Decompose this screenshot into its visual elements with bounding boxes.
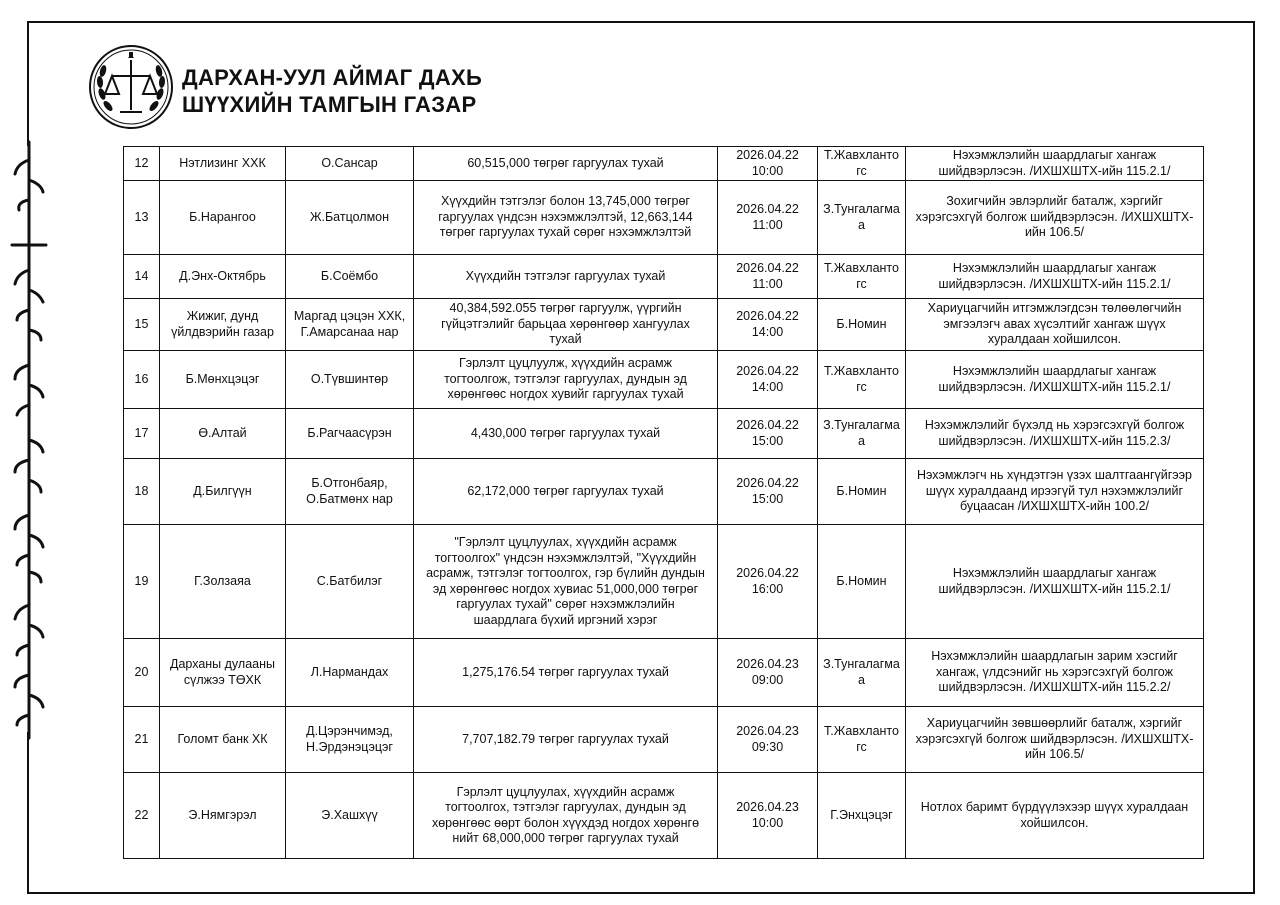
cell-plaintiff: Д.Энх-Октябрь <box>160 255 286 299</box>
cell-claim: 40,384,592.055 төгрөг гаргуулж, үүргийн гүйцэтгэлийг барьцаа хөрөнгөөр хангуулах тухай <box>414 299 718 351</box>
cell-defendant: О.Сансар <box>286 147 414 181</box>
page-frame-left-bottom <box>27 732 29 894</box>
cell-case-number: 12 <box>124 147 160 181</box>
cell-judge: Б.Номин <box>818 459 906 525</box>
cell-result: Нэхэмжлэлийн шаардлагын зарим хэсгийг хангаж, үлдсэнийг нь хэрэгсэхгүй болгож шийдвэрлэсэн. /ИХШХШТХ-ийн 115.2.2/ <box>906 639 1204 707</box>
cell-claim: 60,515,000 төгрөг гаргуулах тухай <box>414 147 718 181</box>
table-row <box>124 299 1204 351</box>
cell-plaintiff: Жижиг, дунд үйлдвэрийн газар <box>160 299 286 351</box>
cell-hearing-datetime: 2026.04.22 14:00 <box>718 299 818 351</box>
page-frame-bottom <box>27 892 1255 894</box>
cell-result: Нотлох баримт бүрдүүлэхээр шүүх хуралдаан хойшилсон. <box>906 773 1204 859</box>
page-frame-top <box>27 21 1255 23</box>
table-row <box>124 409 1204 459</box>
cell-plaintiff: Нэтлизинг ХХК <box>160 147 286 181</box>
table-row <box>124 147 1204 181</box>
table-row <box>124 773 1204 859</box>
cell-claim: Хүүхдийн тэтгэлэг болон 13,745,000 төгрөг гаргуулах үндсэн нэхэмжлэлтэй, 12,663,144 төгрөг гаргуулах тухай сөрөг нэхэмжлэлтэй <box>414 181 718 255</box>
cell-case-number: 19 <box>124 525 160 639</box>
table-row <box>124 525 1204 639</box>
cell-judge: Б.Номин <box>818 525 906 639</box>
cell-plaintiff: Б.Нарангоо <box>160 181 286 255</box>
table-row <box>124 639 1204 707</box>
table-row <box>124 255 1204 299</box>
cell-case-number: 22 <box>124 773 160 859</box>
title-line-1: ДАРХАН-УУЛ АЙМАГ ДАХЬ <box>182 65 483 90</box>
cell-defendant: С.Батбилэг <box>286 525 414 639</box>
cell-hearing-datetime: 2026.04.23 09:30 <box>718 707 818 773</box>
cell-case-number: 17 <box>124 409 160 459</box>
cell-case-number: 20 <box>124 639 160 707</box>
cell-hearing-datetime: 2026.04.22 15:00 <box>718 409 818 459</box>
cell-case-number: 14 <box>124 255 160 299</box>
cell-hearing-datetime: 2026.04.22 15:00 <box>718 459 818 525</box>
cell-plaintiff: Б.Мөнхцэцэг <box>160 351 286 409</box>
cell-judge: Т.Жавхланто гс <box>818 255 906 299</box>
cell-result: Хариуцагчийн зөвшөөрлийг баталж, хэргийг хэрэгсэхгүй болгож шийдвэрлэсэн. /ИХШХШТХ- ийн 106.5/ <box>906 707 1204 773</box>
cell-claim: Гэрлэлт цуцлуулах, хүүхдийн асрамж тогтоолгох, тэтгэлэг гаргуулах, дундын эд хөрөнгөөс өөрт болон хүүхдэд ногдох хөрөнгө нийт 68,000,000 төгрөг гаргуулах тухай <box>414 773 718 859</box>
title-line-2: ШҮҮХИЙН ТАМГЫН ГАЗАР <box>182 92 477 117</box>
cell-defendant: Маргад цэцэн ХХК, Г.Амарсанаа нар <box>286 299 414 351</box>
cell-claim: 7,707,182.79 төгрөг гаргуулах тухай <box>414 707 718 773</box>
cell-claim: Хүүхдийн тэтгэлэг гаргуулах тухай <box>414 255 718 299</box>
cell-hearing-datetime: 2026.04.22 11:00 <box>718 181 818 255</box>
cell-plaintiff: Ө.Алтай <box>160 409 286 459</box>
cell-defendant: Э.Хашхүү <box>286 773 414 859</box>
cell-hearing-datetime: 2026.04.22 16:00 <box>718 525 818 639</box>
cell-plaintiff: Г.Золзаяа <box>160 525 286 639</box>
cell-plaintiff: Голомт банк ХК <box>160 707 286 773</box>
cell-result: Нэхэмжлэгч нь хүндэтгэн үзэх шалтгаангүйгээр шүүх хуралдаанд ирээгүй тул нэхэмжлэлийг буцаасан /ИХШХШТХ-ийн 100.2/ <box>906 459 1204 525</box>
cell-result: Нэхэмжлэлийн шаардлагыг хангаж шийдвэрлэсэн. /ИХШХШТХ-ийн 115.2.1/ <box>906 255 1204 299</box>
cell-hearing-datetime: 2026.04.22 11:00 <box>718 255 818 299</box>
cell-defendant: Б.Отгонбаяр, О.Батмөнх нар <box>286 459 414 525</box>
cell-result: Нэхэмжлэлийн шаардлагыг хангаж шийдвэрлэсэн. /ИХШХШТХ-ийн 115.2.1/ <box>906 525 1204 639</box>
cell-defendant: О.Түвшинтөр <box>286 351 414 409</box>
cell-result: Хариуцагчийн итгэмжлэгдсэн төлөөлөгчийн эмгээлэгч авах хүсэлтийг хангаж шүүх хуралдаан хойшилсон. <box>906 299 1204 351</box>
cell-case-number: 16 <box>124 351 160 409</box>
cell-hearing-datetime: 2026.04.23 10:00 <box>718 773 818 859</box>
cell-claim: 1,275,176.54 төгрөг гаргуулах тухай <box>414 639 718 707</box>
cell-judge: З.Тунгалагма а <box>818 639 906 707</box>
court-cases-table <box>123 146 1204 859</box>
cell-case-number: 18 <box>124 459 160 525</box>
cell-defendant: Ж.Батцолмон <box>286 181 414 255</box>
cell-hearing-datetime: 2026.04.23 09:00 <box>718 639 818 707</box>
cell-judge: З.Тунгалагма а <box>818 409 906 459</box>
cell-judge: Т.Жавхланто гс <box>818 351 906 409</box>
cell-case-number: 13 <box>124 181 160 255</box>
cell-plaintiff: Д.Билгүүн <box>160 459 286 525</box>
cell-case-number: 15 <box>124 299 160 351</box>
cell-plaintiff: Э.Нямгэрэл <box>160 773 286 859</box>
cell-result: Нэхэмжлэлийн шаардлагыг хангаж шийдвэрлэсэн. /ИХШХШТХ-ийн 115.2.1/ <box>906 351 1204 409</box>
cell-claim: "Гэрлэлт цуцлуулах, хүүхдийн асрамж тогтоолгох" үндсэн нэхэмжлэлтэй, "Хүүхдийн асрамж, тэтгэлэг тогтоолгох, гэр бүлийн дундын эд хөрөнгөөс ногдох хувиас 51,000,000 төгрөг гаргуулах тухай" сөрөг нэхэмжлэлийн шаардлага бүхий иргэний хэрэг <box>414 525 718 639</box>
cell-defendant: Б.Рагчаасүрэн <box>286 409 414 459</box>
cell-result: Нэхэмжлэлийг бүхэлд нь хэрэгсэхгүй болгож шийдвэрлэсэн. /ИХШХШТХ-ийн 115.2.3/ <box>906 409 1204 459</box>
cell-case-number: 21 <box>124 707 160 773</box>
cell-plaintiff: Дарханы дулааны сүлжээ ТӨХК <box>160 639 286 707</box>
cell-hearing-datetime: 2026.04.22 14:00 <box>718 351 818 409</box>
cell-claim: 62,172,000 төгрөг гаргуулах тухай <box>414 459 718 525</box>
cell-defendant: Б.Соёмбо <box>286 255 414 299</box>
cell-judge: Т.Жавхланто гс <box>818 707 906 773</box>
cell-claim: Гэрлэлт цуцлуулж, хүүхдийн асрамж тогтоолгож, тэтгэлэг гаргуулах, дундын эд хөрөнгөөс ногдох хувийг гаргуулах тухай <box>414 351 718 409</box>
table-row <box>124 351 1204 409</box>
cases-table-body <box>124 147 1204 859</box>
court-office-title <box>182 64 482 118</box>
table-row <box>124 707 1204 773</box>
cell-hearing-datetime: 2026.04.22 10:00 <box>718 147 818 181</box>
cell-judge: Г.Энхцэцэг <box>818 773 906 859</box>
cell-judge: Б.Номин <box>818 299 906 351</box>
cell-result: Нэхэмжлэлийн шаардлагыг хангаж шийдвэрлэсэн. /ИХШХШТХ-ийн 115.2.1/ <box>906 147 1204 181</box>
cell-defendant: Д.Цэрэнчимэд, Н.Эрдэнэцэцэг <box>286 707 414 773</box>
page-frame-right <box>1253 21 1255 894</box>
cell-judge: Т.Жавхланто гс <box>818 147 906 181</box>
page-frame-left-top <box>27 21 29 146</box>
table-row <box>124 459 1204 525</box>
cell-result: Зохигчийн эвлэрлийг баталж, хэргийг хэрэгсэхгүй болгож шийдвэрлэсэн. /ИХШХШТХ- ийн 106.5/ <box>906 181 1204 255</box>
cell-defendant: Л.Нармандах <box>286 639 414 707</box>
cell-judge: З.Тунгалагма а <box>818 181 906 255</box>
table-row <box>124 181 1204 255</box>
cell-claim: 4,430,000 төгрөг гаргуулах тухай <box>414 409 718 459</box>
mongolian-script-side-text <box>2 140 54 740</box>
court-emblem-icon <box>88 44 174 130</box>
